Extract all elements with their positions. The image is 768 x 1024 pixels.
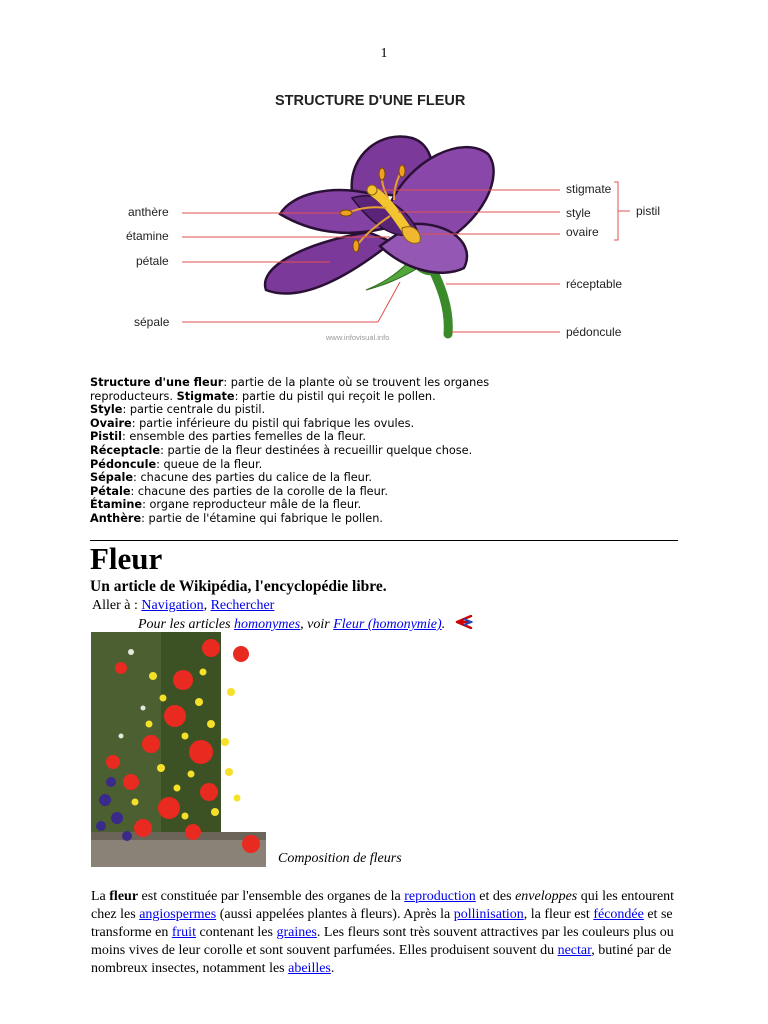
title-divider (90, 540, 678, 541)
anther (399, 165, 405, 177)
article-link[interactable]: angiospermes (139, 907, 217, 922)
italic-term: enveloppes (515, 889, 578, 904)
article-title: Fleur (90, 541, 163, 576)
label-etamine: étamine (126, 229, 169, 243)
label-style: style (566, 206, 591, 220)
petal-bottom (265, 232, 392, 294)
flower-composition-photo (91, 632, 266, 867)
text-run: , la fleur est (523, 907, 594, 922)
label-petale: pétale (136, 254, 169, 268)
label-stigmate: stigmate (566, 182, 612, 196)
text-run: . Les fleurs sont très souvent attractives par les couleurs plus ou moins vives de leur corolle et sont souvent parfumées. Elles produisent souvent du (91, 925, 674, 958)
definition-line: Structure d'une fleur: partie de la plante où se trouvent les organes (90, 376, 490, 389)
label-sepale: sépale (134, 315, 170, 329)
article-link[interactable]: fécondée (593, 907, 644, 922)
diagram-title: STRUCTURE D'UNE FLEUR (275, 93, 466, 109)
article-link[interactable]: graines (276, 925, 317, 940)
anther (379, 168, 385, 180)
article-link[interactable]: abeilles (288, 961, 331, 976)
definition-line: Pétale: chacune des parties de la corolle de la fleur. (90, 484, 388, 498)
article-intro-paragraph (91, 888, 691, 978)
label-pistil: pistil (636, 204, 661, 218)
text-run: , butiné par de nombreux insectes, notamment les (91, 943, 672, 976)
text-run: et se transforme en (91, 907, 673, 940)
bold-term: fleur (109, 889, 139, 904)
label-receptacle: réceptable (566, 277, 623, 291)
text-run: contenant les (195, 925, 277, 940)
navigation-link[interactable]: Navigation (141, 598, 204, 613)
definition-line: Ovaire: partie inférieure du pistil qui fabrique les ovules. (90, 416, 415, 430)
definitions-block (90, 376, 650, 526)
article-link[interactable]: reproduction (404, 889, 476, 904)
text-run: qui les entourent chez les (91, 889, 675, 922)
disambiguation-link[interactable]: Fleur (homonymie) (333, 617, 442, 633)
label-pedoncule: pédoncule (566, 325, 622, 339)
homonym-notice: Pour les articles homonymes, voir Fleur (homonymie). (138, 615, 473, 635)
page-number: 1 (380, 46, 388, 61)
photo-caption: Composition de fleurs (278, 851, 402, 866)
article-subtitle: Un article de Wikipédia, l'encyclopédie libre. (90, 578, 387, 595)
text-run: La (91, 889, 110, 904)
definition-line: Style: partie centrale du pistil. (90, 403, 266, 417)
article-link[interactable]: fruit (171, 925, 196, 940)
label-anthere: anthère (128, 205, 169, 219)
definition-line: Pistil: ensemble des parties femelles de la fleur. (90, 430, 366, 444)
text-run: et des (475, 889, 516, 904)
article-link[interactable]: pollinisation (453, 907, 524, 922)
definition-line: Anthère: partie de l'étamine qui fabrique le pollen. (90, 511, 383, 525)
definition-line: Étamine: organe reproducteur mâle de la fleur. (90, 498, 362, 512)
disambiguation-icon (455, 615, 473, 635)
search-link[interactable]: Rechercher (210, 598, 275, 613)
flower-structure-diagram (90, 82, 690, 352)
stigma (367, 185, 377, 195)
goto-links: Aller à : Navigation, Rechercher (92, 598, 275, 613)
article-link[interactable]: nectar (557, 943, 592, 958)
definition-line: reproducteurs. Stigmate: partie du pistil qui reçoit le pollen. (90, 389, 436, 403)
definition-line: Réceptacle: partie de la fleur destinées à recueillir quelque chose. (90, 443, 473, 457)
definition-line: Sépale: chacune des parties du calice de la fleur. (90, 471, 373, 485)
diagram-watermark: www.infovisual.info (326, 333, 390, 342)
text-run: . (330, 961, 335, 976)
homonyms-link[interactable]: homonymes (234, 617, 301, 633)
label-ovaire: ovaire (566, 225, 599, 239)
text-run: est constituée par l'ensemble des organes de la (138, 889, 405, 904)
text-run: (aussi appelées plantes à fleurs). Après la (216, 907, 454, 922)
definition-line: Pédoncule: queue de la fleur. (90, 457, 263, 471)
anther (353, 240, 359, 252)
